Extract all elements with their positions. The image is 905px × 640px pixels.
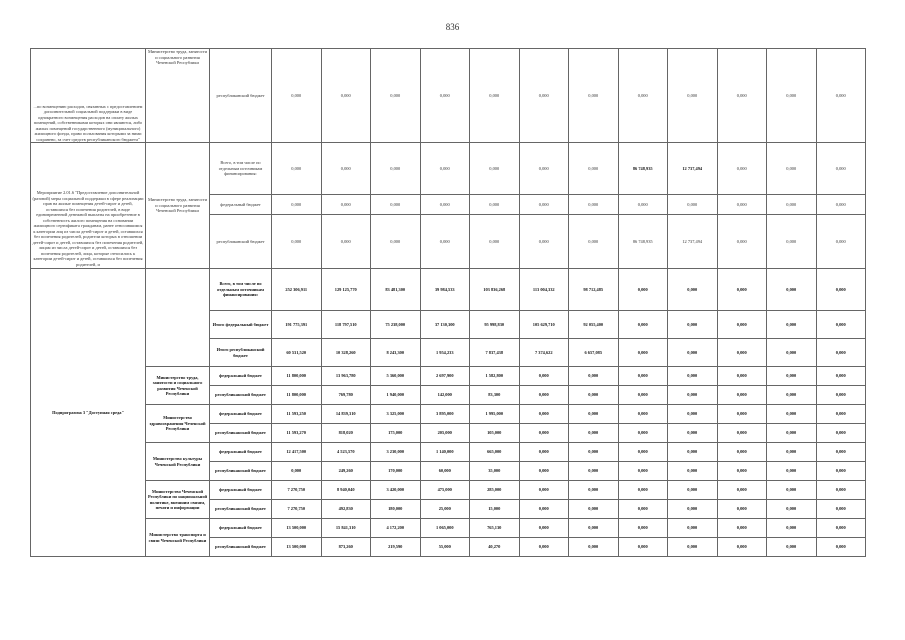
value-cell: 180,000	[371, 500, 421, 519]
value-cell: 0,000	[519, 215, 569, 269]
value-cell: 0,000	[668, 339, 718, 367]
value-cell: 0,000	[816, 405, 866, 424]
value-cell: 11 800,000	[272, 367, 322, 386]
value-cell: 1 995,000	[470, 405, 520, 424]
source-cell: республиканский бюджет	[210, 424, 272, 443]
value-cell: 4 172,200	[371, 519, 421, 538]
value-cell: 0,000	[569, 462, 619, 481]
value-cell: 0,000	[767, 311, 817, 339]
source-cell: федеральный бюджет	[210, 481, 272, 500]
ministry-row	[31, 367, 866, 386]
value-cell: 7 270,750	[272, 500, 322, 519]
value-cell: 39 984,533	[420, 269, 470, 311]
executor-cell: Министерство труда, занятости и социального развития Чеченской Республики	[146, 143, 210, 269]
value-cell: 0,000	[668, 481, 718, 500]
value-cell: 0,000	[717, 367, 767, 386]
executor-cell: Министерство труда, занятости и социального развития Чеченской Республики	[146, 49, 210, 143]
value-cell: 37 130,300	[420, 311, 470, 339]
ministry-name: Министерство Чеченской Республики по национальной политике, внешним связям, печати и информации	[146, 481, 210, 519]
value-cell: 0,000	[618, 49, 668, 143]
value-cell: 0,000	[519, 49, 569, 143]
value-cell: 0,000	[569, 538, 619, 557]
source-cell: республиканский бюджет	[210, 386, 272, 405]
value-cell: 5 360,000	[371, 367, 421, 386]
ministry-name: Министерство труда, занятости и социального развития Чеченской Республики	[146, 367, 210, 405]
value-cell: 0,000	[816, 195, 866, 215]
value-cell: 11 593,270	[272, 424, 322, 443]
value-cell: 0,000	[618, 367, 668, 386]
value-cell: 0,000	[816, 386, 866, 405]
value-cell: 0,000	[668, 443, 718, 462]
value-cell: 818,020	[321, 424, 371, 443]
value-cell: 0,000	[668, 462, 718, 481]
blank-cell	[146, 269, 210, 367]
measure-row	[31, 143, 866, 195]
value-cell: 3 325,000	[371, 405, 421, 424]
measure-description: Мероприятие 2.01.6 "Предоставление дополнительной (разовой) меры социальной поддержки в сфере реализации прав на жилые помещения детей-сирот и детей, оставшихся без попечения родителей, в виде единовременной денежной выплаты на приобретение в собственность жилого помещения на основании жилищного сертификата гражданам, ранее относившимся к категории лиц из числа детей-сирот и детей, оставшихся без попечения родителей, родители которых в отношении детей-сирот и детей, оставшихся без попечения родителей, лицам из числа детей-сирот и детей, оставшихся без попечения родителей, лица, которые относились к категории детей-сирот и детей, оставшихся без попечения родителей, и	[31, 143, 146, 269]
value-cell: 13 500,000	[272, 519, 322, 538]
value-cell: 0,000	[569, 367, 619, 386]
source-cell: федеральный бюджет	[210, 367, 272, 386]
value-cell: 0,000	[618, 462, 668, 481]
value-cell: 0,000	[717, 195, 767, 215]
value-cell: 0,000	[519, 143, 569, 195]
value-cell: 0,000	[767, 405, 817, 424]
value-cell: 105 629,710	[519, 311, 569, 339]
measure-description: ...по возмещению расходов, связанных с предоставлением дополнительной социальной поддержки в виде однократного возмещения расходов на оплату жилых помещений, собственниками которых они являются, либо жилых помещений государственного (муниципального) жилищного фонда, право пользования которыми за ними сохранено, за счет средств республиканского бюджета"	[31, 49, 146, 143]
value-cell: 0,000	[717, 405, 767, 424]
value-cell: 0,000	[321, 49, 371, 143]
value-cell: 0,000	[272, 462, 322, 481]
value-cell: 0,000	[717, 462, 767, 481]
value-cell: 249,260	[321, 462, 371, 481]
value-cell: 0,000	[569, 49, 619, 143]
value-cell: 0,000	[519, 462, 569, 481]
value-cell: 0,000	[767, 462, 817, 481]
value-cell: 0,000	[816, 481, 866, 500]
value-cell: 0,000	[717, 424, 767, 443]
value-cell: 35,000	[470, 462, 520, 481]
value-cell: 86 748,935	[618, 215, 668, 269]
value-cell: 3 230,000	[371, 443, 421, 462]
value-cell: 0,000	[618, 269, 668, 311]
value-cell: 0,000	[618, 443, 668, 462]
value-cell: 0,000	[668, 424, 718, 443]
value-cell: 60 531,520	[272, 339, 322, 367]
source-cell: республиканский бюджет	[210, 500, 272, 519]
value-cell: 92 055,400	[569, 311, 619, 339]
value-cell: 0,000	[272, 195, 322, 215]
value-cell: 285,000	[470, 481, 520, 500]
value-cell: 0,000	[519, 538, 569, 557]
value-cell: 0,000	[717, 49, 767, 143]
value-cell: 0,000	[569, 386, 619, 405]
value-cell: 0,000	[420, 215, 470, 269]
value-cell: 0,000	[767, 195, 817, 215]
subprogram-name: Подпрограмма 3 "Доступная среда"	[31, 269, 146, 557]
value-cell: 0,000	[321, 195, 371, 215]
value-cell: 0,000	[816, 443, 866, 462]
value-cell: 1 582,800	[470, 367, 520, 386]
ministry-row	[31, 405, 866, 424]
value-cell: 142,000	[420, 386, 470, 405]
value-cell: 0,000	[569, 405, 619, 424]
measure-row	[31, 49, 866, 143]
value-cell: 0,000	[668, 269, 718, 311]
value-cell: 86 748,935	[618, 143, 668, 195]
value-cell: 40,270	[470, 538, 520, 557]
value-cell: 0,000	[371, 143, 421, 195]
value-cell: 25,000	[420, 500, 470, 519]
value-cell: 0,000	[470, 49, 520, 143]
value-cell: 0,000	[767, 500, 817, 519]
value-cell: 98 712,485	[569, 269, 619, 311]
value-cell: 0,000	[816, 519, 866, 538]
value-cell: 0,000	[816, 311, 866, 339]
value-cell: 0,000	[816, 367, 866, 386]
value-cell: 0,000	[816, 462, 866, 481]
value-cell: 0,000	[717, 500, 767, 519]
value-cell: 10 328,260	[321, 339, 371, 367]
value-cell: 0,000	[618, 386, 668, 405]
value-cell: 170,000	[371, 462, 421, 481]
value-cell: 219,590	[371, 538, 421, 557]
value-cell: 765,130	[470, 519, 520, 538]
value-cell: 0,000	[668, 405, 718, 424]
ministry-row	[31, 481, 866, 500]
value-cell: 8 940,040	[321, 481, 371, 500]
value-cell: 0,000	[519, 367, 569, 386]
source-cell: республиканский бюджет	[210, 215, 272, 269]
value-cell: 0,000	[816, 500, 866, 519]
value-cell: 75 238,000	[371, 311, 421, 339]
value-cell: 15,000	[470, 500, 520, 519]
value-cell: 0,000	[272, 143, 322, 195]
value-cell: 0,000	[272, 215, 322, 269]
value-cell: 13 500,000	[272, 538, 322, 557]
value-cell: 0,000	[767, 215, 817, 269]
value-cell: 0,000	[519, 500, 569, 519]
value-cell: 0,000	[569, 215, 619, 269]
value-cell: 83 481,300	[371, 269, 421, 311]
source-cell: федеральный бюджет	[210, 443, 272, 462]
value-cell: 11 593,250	[272, 405, 322, 424]
value-cell: 0,000	[470, 215, 520, 269]
value-cell: 83,300	[470, 386, 520, 405]
value-cell: 0,000	[767, 519, 817, 538]
value-cell: 0,000	[519, 519, 569, 538]
value-cell: 7 374,622	[519, 339, 569, 367]
value-cell: 0,000	[272, 49, 322, 143]
value-cell: 0,000	[668, 519, 718, 538]
source-cell: федеральный бюджет	[210, 195, 272, 215]
value-cell: 0,000	[816, 339, 866, 367]
value-cell: 0,000	[717, 311, 767, 339]
value-cell: 0,000	[618, 481, 668, 500]
value-cell: 55,000	[420, 538, 470, 557]
value-cell: 0,000	[668, 367, 718, 386]
value-cell: 7 837,438	[470, 339, 520, 367]
value-cell: 0,000	[767, 538, 817, 557]
value-cell: 0,000	[717, 215, 767, 269]
source-cell: республиканский бюджет	[210, 538, 272, 557]
value-cell: 0,000	[717, 143, 767, 195]
value-cell: 0,000	[816, 538, 866, 557]
value-cell: 0,000	[519, 443, 569, 462]
source-cell: федеральный бюджет	[210, 405, 272, 424]
value-cell: 15 841,310	[321, 519, 371, 538]
value-cell: 14 839,310	[321, 405, 371, 424]
value-cell: 0,000	[767, 443, 817, 462]
value-cell: 0,000	[519, 424, 569, 443]
source-cell: республиканский бюджет	[210, 462, 272, 481]
value-cell: 205,000	[420, 424, 470, 443]
value-cell: 0,000	[470, 143, 520, 195]
value-cell: 0,000	[767, 49, 817, 143]
value-cell: 0,000	[668, 195, 718, 215]
value-cell: 1 940,000	[371, 386, 421, 405]
value-cell: 4 523,570	[321, 443, 371, 462]
value-cell: 0,000	[668, 311, 718, 339]
value-cell: 2 697,900	[420, 367, 470, 386]
value-cell: 0,000	[618, 519, 668, 538]
value-cell: 0,000	[420, 195, 470, 215]
value-cell: 0,000	[767, 367, 817, 386]
value-cell: 8 243,300	[371, 339, 421, 367]
value-cell: 0,000	[717, 339, 767, 367]
value-cell: 118 797,510	[321, 311, 371, 339]
value-cell: 0,000	[668, 538, 718, 557]
value-cell: 492,830	[321, 500, 371, 519]
source-cell: Итого республиканский бюджет	[210, 339, 272, 367]
value-cell: 0,000	[618, 424, 668, 443]
value-cell: 1 140,000	[420, 443, 470, 462]
value-cell: 252 306,911	[272, 269, 322, 311]
value-cell: 0,000	[816, 269, 866, 311]
value-cell: 3 420,000	[371, 481, 421, 500]
value-cell: 0,000	[618, 405, 668, 424]
ministry-row	[31, 519, 866, 538]
value-cell: 103 836,268	[470, 269, 520, 311]
value-cell: 0,000	[767, 269, 817, 311]
budget-table	[30, 48, 866, 557]
source-cell: Итого федеральный бюджет	[210, 311, 272, 339]
ministry-name: Министерство здравоохранения Чеченской Республики	[146, 405, 210, 443]
value-cell: 6 657,085	[569, 339, 619, 367]
value-cell: 0,000	[519, 386, 569, 405]
value-cell: 1 954,233	[420, 339, 470, 367]
value-cell: 105,000	[470, 424, 520, 443]
page-number: 836	[445, 22, 460, 32]
value-cell: 0,000	[519, 195, 569, 215]
value-cell: 873,260	[321, 538, 371, 557]
source-cell: Всего, в том числе по отдельным источникам финансирования:	[210, 269, 272, 311]
value-cell: 0,000	[717, 443, 767, 462]
value-cell: 0,000	[618, 339, 668, 367]
value-cell: 0,000	[618, 500, 668, 519]
value-cell: 60,000	[420, 462, 470, 481]
value-cell: 0,000	[668, 500, 718, 519]
subprogram-total-row	[31, 269, 866, 311]
value-cell: 0,000	[321, 215, 371, 269]
value-cell: 0,000	[816, 49, 866, 143]
source-cell: федеральный бюджет	[210, 519, 272, 538]
value-cell: 475,000	[420, 481, 470, 500]
value-cell: 0,000	[618, 311, 668, 339]
value-cell: 175,000	[371, 424, 421, 443]
value-cell: 0,000	[371, 49, 421, 143]
value-cell: 0,000	[618, 195, 668, 215]
value-cell: 0,000	[569, 195, 619, 215]
value-cell: 0,000	[767, 143, 817, 195]
value-cell: 0,000	[569, 481, 619, 500]
value-cell: 0,000	[767, 424, 817, 443]
value-cell: 0,000	[569, 143, 619, 195]
value-cell: 7 270,750	[272, 481, 322, 500]
value-cell: 0,000	[321, 143, 371, 195]
value-cell: 0,000	[816, 424, 866, 443]
source-cell: республиканский бюджет	[210, 49, 272, 143]
value-cell: 0,000	[618, 538, 668, 557]
value-cell: 0,000	[569, 519, 619, 538]
ministry-row	[31, 443, 866, 462]
value-cell: 12 737,494	[668, 215, 718, 269]
value-cell: 0,000	[519, 481, 569, 500]
value-cell: 0,000	[371, 215, 421, 269]
value-cell: 1 065,000	[420, 519, 470, 538]
value-cell: 0,000	[816, 215, 866, 269]
value-cell: 12 737,494	[668, 143, 718, 195]
value-cell: 0,000	[371, 195, 421, 215]
value-cell: 0,000	[767, 386, 817, 405]
value-cell: 769,780	[321, 386, 371, 405]
value-cell: 0,000	[470, 195, 520, 215]
value-cell: 11 800,000	[272, 386, 322, 405]
value-cell: 113 004,332	[519, 269, 569, 311]
value-cell: 0,000	[767, 481, 817, 500]
value-cell: 665,000	[470, 443, 520, 462]
value-cell: 129 125,770	[321, 269, 371, 311]
value-cell: 0,000	[816, 143, 866, 195]
value-cell: 0,000	[420, 49, 470, 143]
value-cell: 0,000	[668, 49, 718, 143]
value-cell: 3 895,000	[420, 405, 470, 424]
value-cell: 0,000	[717, 538, 767, 557]
value-cell: 0,000	[420, 143, 470, 195]
value-cell: 0,000	[519, 405, 569, 424]
value-cell: 0,000	[717, 519, 767, 538]
value-cell: 0,000	[569, 500, 619, 519]
value-cell: 12 417,500	[272, 443, 322, 462]
source-cell: Всего, в том числе по отдельным источникам финансирования:	[210, 143, 272, 195]
value-cell: 0,000	[569, 443, 619, 462]
value-cell: 0,000	[569, 424, 619, 443]
value-cell: 0,000	[717, 269, 767, 311]
value-cell: 191 775,391	[272, 311, 322, 339]
value-cell: 0,000	[767, 339, 817, 367]
ministry-name: Министерство культуры Чеченской Республики	[146, 443, 210, 481]
value-cell: 0,000	[717, 481, 767, 500]
ministry-name: Министерство транспорта и связи Чеченской Республики	[146, 519, 210, 557]
value-cell: 0,000	[668, 386, 718, 405]
value-cell: 95 998,830	[470, 311, 520, 339]
value-cell: 0,000	[717, 386, 767, 405]
value-cell: 13 963,780	[321, 367, 371, 386]
